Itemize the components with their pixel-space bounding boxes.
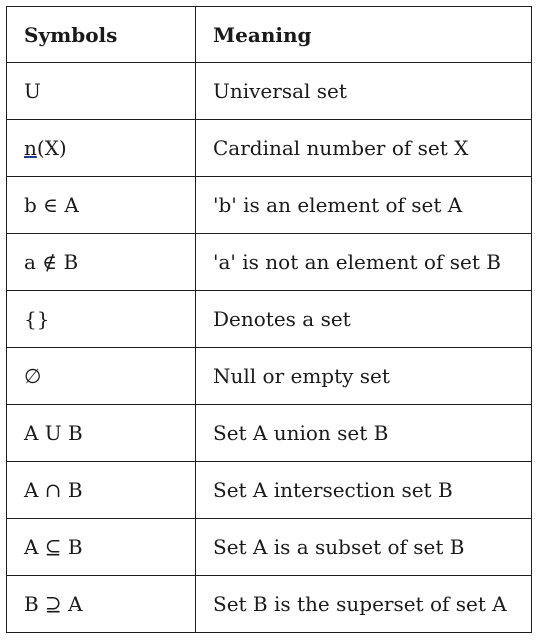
symbol-cell: U bbox=[7, 63, 196, 120]
symbol-cell: {} bbox=[7, 291, 196, 348]
meaning-cell: 'b' is an element of set A bbox=[196, 177, 532, 234]
symbol-prefix: n bbox=[24, 136, 37, 160]
meaning-cell: Set B is the superset of set A bbox=[196, 576, 532, 633]
symbol-cell bbox=[7, 120, 196, 177]
table-row bbox=[7, 519, 532, 576]
table-row bbox=[7, 234, 532, 291]
header-symbols: Symbols bbox=[7, 7, 196, 63]
meaning-cell: Set A intersection set B bbox=[196, 462, 532, 519]
set-symbols-table bbox=[6, 6, 532, 633]
table-row bbox=[7, 576, 532, 633]
meaning-cell: Null or empty set bbox=[196, 348, 532, 405]
meaning-cell: Set A is a subset of set B bbox=[196, 519, 532, 576]
symbol-cell: A U B bbox=[7, 405, 196, 462]
symbol-cell: b ∈ A bbox=[7, 177, 196, 234]
symbol-cell: ∅ bbox=[7, 348, 196, 405]
header-meaning: Meaning bbox=[196, 7, 532, 63]
meaning-cell: Set A union set B bbox=[196, 405, 532, 462]
meaning-cell: Universal set bbox=[196, 63, 532, 120]
table-row bbox=[7, 405, 532, 462]
meaning-cell: Cardinal number of set X bbox=[196, 120, 532, 177]
table-row bbox=[7, 462, 532, 519]
table-row bbox=[7, 120, 532, 177]
meaning-cell: Denotes a set bbox=[196, 291, 532, 348]
meaning-cell: 'a' is not an element of set B bbox=[196, 234, 532, 291]
symbol-cell: B ⊇ A bbox=[7, 576, 196, 633]
symbol-cell: A ⊆ B bbox=[7, 519, 196, 576]
symbol-rest: (X) bbox=[36, 136, 67, 160]
symbol-cell: a ∉ B bbox=[7, 234, 196, 291]
table-header-row bbox=[7, 7, 532, 63]
symbol-cell: A ∩ B bbox=[7, 462, 196, 519]
table-row bbox=[7, 63, 532, 120]
table-row bbox=[7, 291, 532, 348]
table-row bbox=[7, 177, 532, 234]
table-row bbox=[7, 348, 532, 405]
